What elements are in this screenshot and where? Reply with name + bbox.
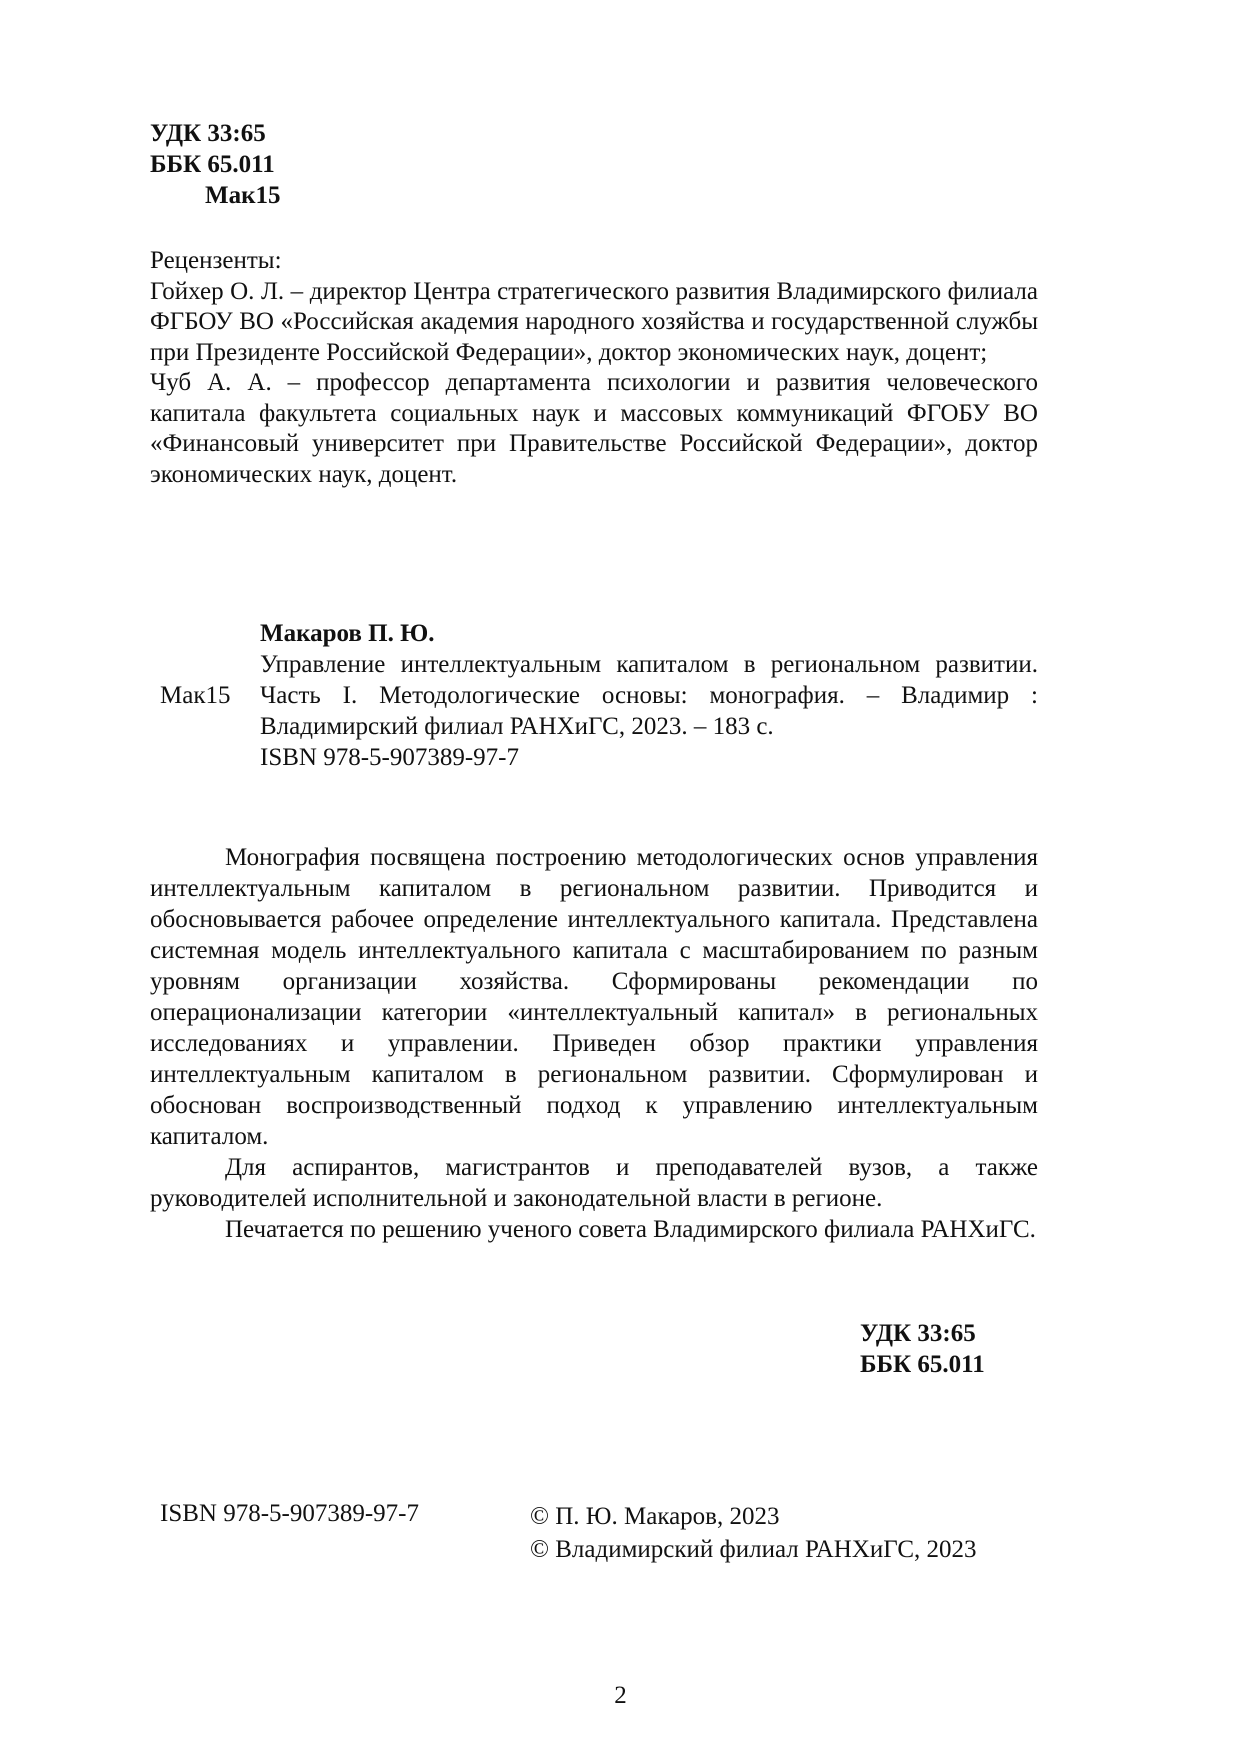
imprint-isbn: ISBN 978-5-907389-97-7 (160, 1500, 420, 1527)
bibliographic-author-mark: Мак15 (160, 682, 231, 709)
reviewers-section (150, 246, 1038, 490)
top-classification-codes (150, 118, 281, 211)
bbk-code: ББК 65.011 (860, 1351, 985, 1378)
reviewers-heading: Рецензенты: (150, 247, 282, 274)
abstract-paragraph: Для аспирантов, магистрантов и преподавателей вузов, а также руководителей исполнительной и законодательной власти в регионе. (150, 1154, 1038, 1212)
bbk-code: ББК 65.011 (150, 151, 275, 178)
abstract (150, 842, 1038, 1245)
bottom-classification-codes (860, 1318, 985, 1380)
reviewer-item: Чуб А. А. – профессор департамента психологии и развития человеческого капитала факультета социальных наук и массовых коммуникаций ФГОБУ ВО «Финансовый университет при Правительстве Российской Федерации», доктор экономических наук, доцент. (150, 369, 1038, 488)
abstract-paragraph: Печатается по решению ученого совета Владимирского филиала РАНХиГС. (225, 1216, 1036, 1243)
page-number: 2 (614, 1682, 627, 1709)
copyright-publisher: © Владимирский филиал РАНХиГС, 2023 (530, 1536, 977, 1563)
udk-code: УДК 33:65 (860, 1320, 976, 1347)
bibliographic-record (260, 618, 1038, 773)
copyright-block (530, 1500, 977, 1566)
author-name: Макаров П. Ю. (260, 620, 435, 647)
abstract-paragraph: Монография посвящена построению методологических основ управления интеллектуальным капиталом в региональном развитии. Приводится и обосновывается рабочее определение интеллектуального капитала. Представлена системная модель интеллектуального капитала с масштабированием по разным уровням организации хозяйства. Сформированы рекомендации по операционализации категории «интеллектуальный капитал» в региональных исследованиях и управлении. Приведен обзор практики управления интеллектуальным капиталом в региональном развитии. Сформулирован и обоснован воспроизводственный подход к управлению интеллектуальным капиталом. (150, 844, 1038, 1150)
reviewer-item: Гойхер О. Л. – директор Центра стратегического развития Владимирского филиала ФГБОУ ВО «Российская академия народного хозяйства и государственной службы при Президенте Российской Федерации», доктор экономических наук, доцент; (150, 277, 1038, 366)
book-description: Управление интеллектуальным капиталом в региональном развитии. Часть I. Методологические основы: монография. – Владимир : Владимирский филиал РАНХиГС, 2023. – 183 с. (260, 651, 1038, 740)
isbn: ISBN 978-5-907389-97-7 (260, 744, 520, 771)
udk-code: УДК 33:65 (150, 120, 266, 147)
copyright-author: © П. Ю. Макаров, 2023 (530, 1503, 780, 1530)
author-mark: Мак15 (205, 182, 281, 209)
